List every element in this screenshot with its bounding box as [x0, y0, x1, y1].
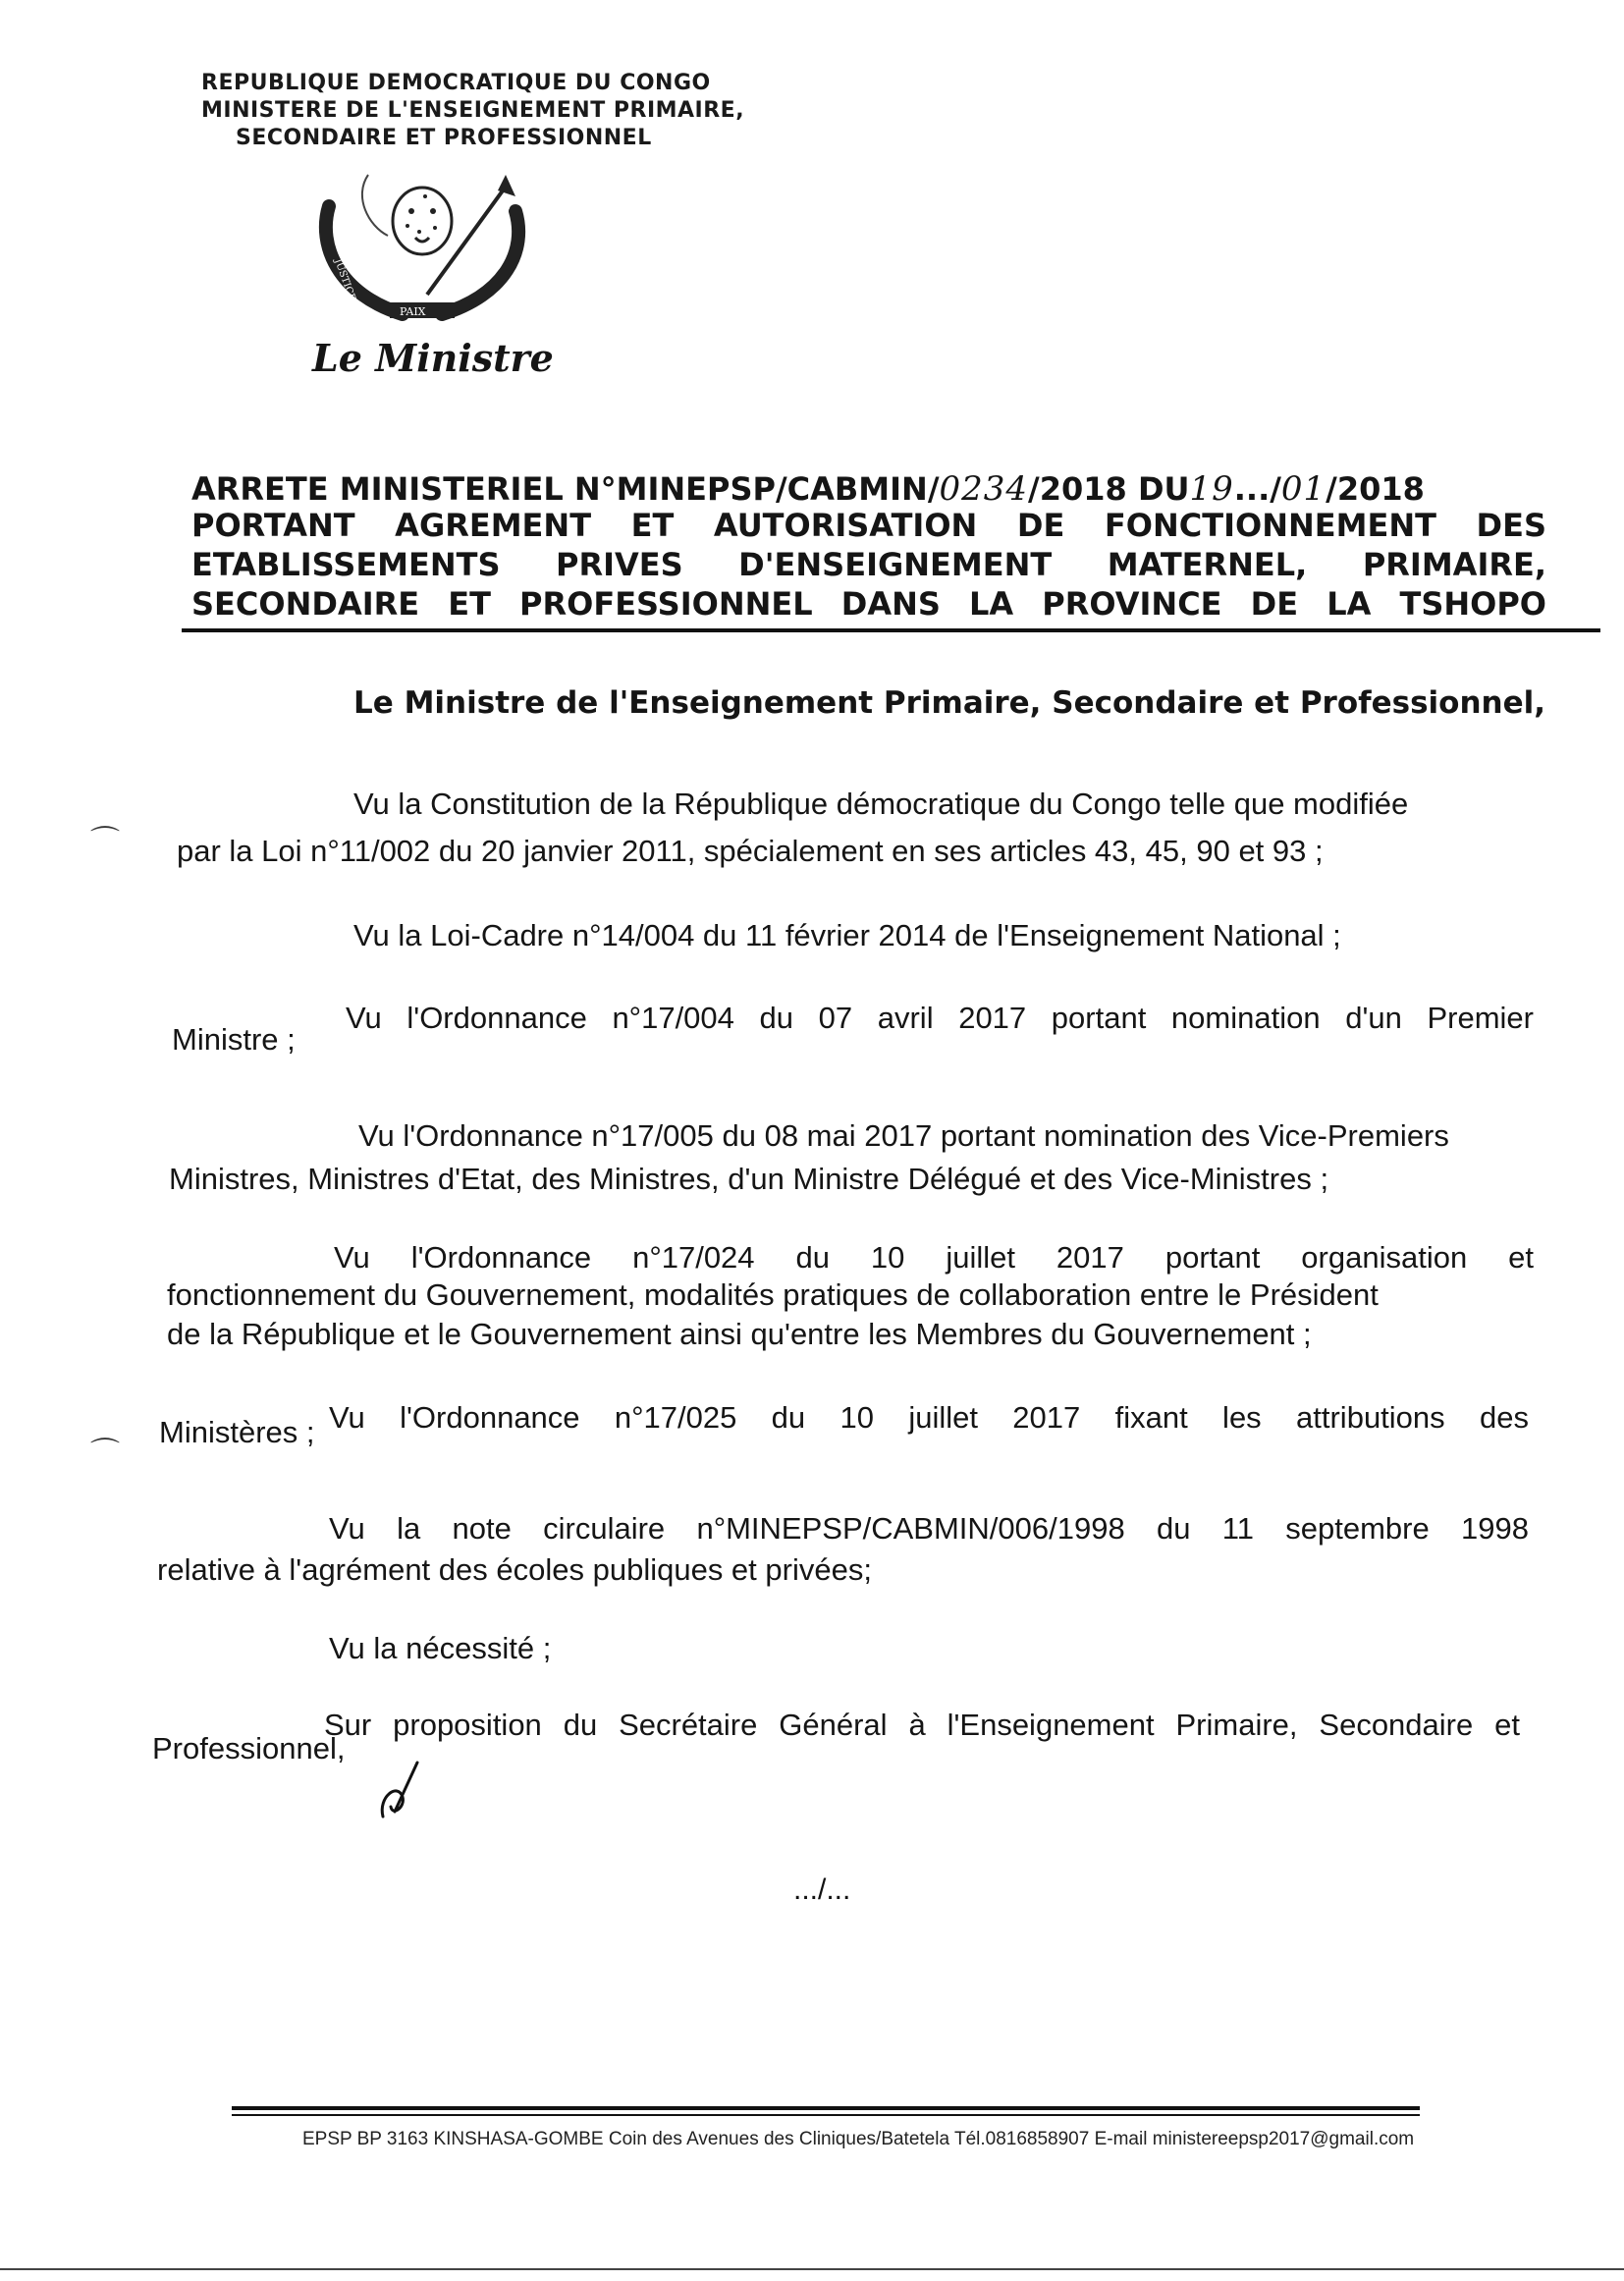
para-ordonnance-024-l1: Vu l'Ordonnance n°17/024 du 10 juillet 2017 portant organisation et [334, 1240, 1534, 1275]
ministre-signature-label: Le Ministre [312, 336, 554, 380]
title-line-3: ETABLISSEMENTS PRIVES D'ENSEIGNEMENT MATERNEL, PRIMAIRE, [191, 546, 1546, 583]
title-line-4: SECONDAIRE ET PROFESSIONNEL DANS LA PROVINCE DE LA TSHOPO [191, 585, 1546, 623]
header-republic: REPUBLIQUE DEMOCRATIQUE DU CONGO [201, 71, 711, 95]
page-bottom-edge [0, 2268, 1624, 2270]
margin-mark: ⌒ [90, 825, 120, 859]
svg-text:TRAVAIL: TRAVAIL [488, 200, 514, 247]
para-ordonnance-024-l2: fonctionnement du Gouvernement, modalités pratiques de collaboration entre le Président [167, 1277, 1379, 1312]
para-necessite: Vu la nécessité ; [329, 1631, 552, 1665]
para-loi-cadre: Vu la Loi-Cadre n°14/004 du 11 février 2014 de l'Enseignement National ; [353, 918, 1341, 952]
decree-month: 01 [1280, 469, 1326, 509]
svg-text:JUSTICE: JUSTICE [332, 257, 357, 303]
svg-text:PAIX: PAIX [400, 305, 426, 318]
title-line-2: PORTANT AGREMENT ET AUTORISATION DE FONCTIONNEMENT DES [191, 507, 1546, 544]
para-constitution-l1: Vu la Constitution de la République démocratique du Congo telle que modifiée [353, 787, 1409, 821]
title-line-1: ARRETE MINISTERIEL N°MINEPSP/CABMIN/0234/2018 DU19.../01/2018 [191, 469, 1425, 509]
header-ministry: MINISTERE DE L'ENSEIGNEMENT PRIMAIRE, [201, 98, 745, 123]
para-proposition-l1: Sur proposition du Secrétaire Général à l'Enseignement Primaire, Secondaire et [324, 1708, 1520, 1742]
para-ordonnance-004-l2: Ministre ; [172, 1022, 296, 1057]
decree-number: 0234 [939, 469, 1029, 509]
coat-of-arms-icon [309, 167, 535, 334]
footer-rule-top [232, 2106, 1420, 2110]
para-ordonnance-025-l1: Vu l'Ordonnance n°17/025 du 10 juillet 2017 fixant les attributions des [329, 1400, 1529, 1435]
initials-signature [373, 1758, 432, 1826]
header-ministry-cont: SECONDAIRE ET PROFESSIONNEL [236, 126, 652, 150]
ministre-heading: Le Ministre de l'Enseignement Primaire, Secondaire et Professionnel, [353, 685, 1546, 721]
margin-mark: ⌒ [90, 1437, 120, 1471]
page-continuation: .../... [793, 1874, 851, 1906]
decree-day: 19 [1189, 469, 1234, 509]
para-note-circulaire-l2: relative à l'agrément des écoles publiques et privées; [157, 1552, 872, 1587]
para-ordonnance-024-l3: de la République et le Gouvernement ainsi qu'entre les Membres du Gouvernement ; [167, 1317, 1312, 1351]
title-underline [182, 628, 1600, 632]
para-note-circulaire-l1: Vu la note circulaire n°MINEPSP/CABMIN/006/1998 du 11 septembre 1998 [329, 1511, 1529, 1546]
footer-rule-bottom [232, 2114, 1420, 2116]
para-ordonnance-005-l2: Ministres, Ministres d'Etat, des Ministres, d'un Ministre Délégué et des Vice-Ministres ; [169, 1162, 1329, 1196]
para-ordonnance-025-l2: Ministères ; [159, 1415, 315, 1449]
para-ordonnance-005-l1: Vu l'Ordonnance n°17/005 du 08 mai 2017 portant nomination des Vice-Premiers [358, 1118, 1449, 1153]
para-proposition-l2: Professionnel, [152, 1731, 346, 1765]
para-ordonnance-004-l1: Vu l'Ordonnance n°17/004 du 07 avril 2017 portant nomination d'un Premier [346, 1001, 1534, 1035]
para-constitution-l2: par la Loi n°11/002 du 20 janvier 2011, spécialement en ses articles 43, 45, 90 et 93 ; [177, 834, 1324, 868]
footer-address: EPSP BP 3163 KINSHASA-GOMBE Coin des Avenues des Cliniques/Batetela Tél.0816858907 E-mail ministereepsp2017@gmail.com [302, 2129, 1415, 2149]
